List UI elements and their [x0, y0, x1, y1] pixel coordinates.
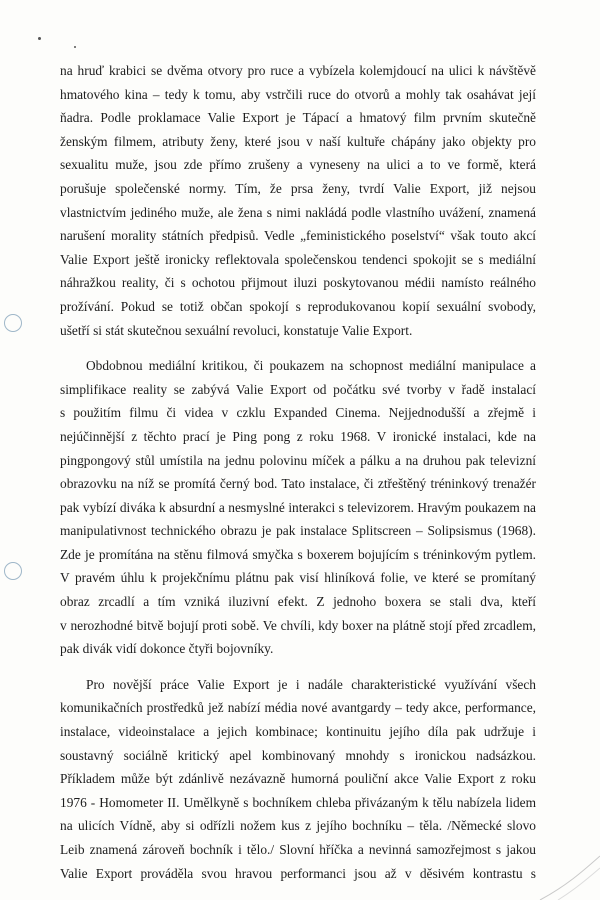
text-line: Valie Export ještě ironicky reflektovala společenskou tendenci spokojit se s mediální	[60, 251, 536, 267]
punch-hole-mark	[4, 314, 22, 332]
text-line: manipulativnost technického obrazu je pak instalace Splitscreen – Solipsismus (1968).	[60, 523, 536, 539]
text-line: hmatového kina – tedy k tomu, aby vstrčili ruce do otvorů a mohly tak osahávat její	[60, 86, 536, 102]
text-line: pingpongový stůl umístila na jednu polovinu míček a pálku a na druhou pak televizní	[60, 452, 536, 468]
text-line: na ulicích Vídně, aby si odřízli nožem kus z jejího bochníku – těla. /Německé slovo	[60, 818, 536, 834]
text-line: Leib znamená zároveň bochník i tělo./ Slovní hříčka a nevinná samozřejmost s jakou	[60, 842, 536, 857]
text-line: komunikačních prostředků jež nabízí média nové avantgardy – tedy akce, performance,	[60, 700, 536, 716]
text-line: Příkladem může být zdánlivě nezávazně humorná pouliční akce Valie Export z roku	[60, 771, 536, 787]
punch-hole-mark	[4, 562, 22, 580]
text-line: obrazovku na níž se promítá černý bod. Tato instalace, či ztřeštěný tréninkový trenažér	[60, 476, 536, 492]
paragraph	[60, 354, 536, 661]
text-line: Pro novější práce Valie Export je i nadále charakteristické využívání všech	[86, 676, 536, 692]
text-line: náhražkou reality, či s ochotou přijmout iluzi poskytovanou médii namísto reálného	[60, 275, 536, 291]
text-line: 1976 - Homometer II. Umělkyně s bochníkem chleba přivázaným k tělu nabízela lidem	[60, 794, 536, 810]
paragraph	[60, 673, 536, 885]
text-line: v nerozhodné bitvě bojují proti sobě. Ve chvíli, kdy boxer na plátně stojí před zrcadlem,	[60, 617, 536, 633]
text-line: s použitím filmu či videa v czklu Expanded Cinema. Nejjednodušší a zřejmě i	[60, 405, 536, 421]
text-line: porušuje společenské normy. Tím, že prsa ženy, tvrdí Valie Export, již nejsou	[60, 180, 536, 196]
text-line: soustavný sociálně kritický apel kombinovaný mnohdy s ironickou nadsázkou.	[60, 747, 536, 763]
text-line: ňadra. Podle proklamace Valie Export je Tápací a hmatový film prvním skutečně	[60, 110, 536, 126]
text-line: na hruď krabici se dvěma otvory pro ruce a vybízela kolemjdoucí na ulici k návštěvě	[60, 63, 536, 78]
text-line: Zde je promítána na stěnu filmová smyčka s boxerem bojujícím s tréninkovým pytlem.	[60, 546, 536, 562]
text-line: ušetří si stát skutečnou sexuální revoluci, konstatuje Valie Export.	[60, 322, 413, 338]
text-line: Obdobnou mediální kritikou, či poukazem na schopnost mediální manipulace a	[86, 358, 536, 374]
page-corner-curl	[530, 850, 600, 900]
text-line: ženským filmem, atributy ženy, které jsou v naší kultuře chápány jako objekty pro	[60, 133, 536, 149]
text-line: obraz zrcadlí a tím vzniká iluzivní efekt. Z jednoho boxera se stali dva, kteří	[60, 594, 536, 610]
text-line: V pravém úhlu k projekčnímu plátnu pak visí hliníková folie, ve které se promítaný	[60, 570, 536, 586]
text-line: narušení morality státních předpisů. Vedle „feministického poselství“ však touto akcí	[60, 228, 536, 244]
text-line: pak vybízí diváka k absurdní a nesmyslné interakci s televizorem. Hravým poukazem na	[60, 499, 536, 515]
text-line: vlastnictvím jediného muže, ale žena s nimi nakládá podle vlastního uvážení, znamená	[60, 204, 536, 220]
scan-speck	[74, 46, 76, 48]
text-line: Valie Export prováděla svou hravou performanci jsou až v děsivém kontrastu s	[60, 865, 536, 881]
text-line: simplifikace reality se zabývá Valie Export od počátku své tvorby v řadě instalací	[60, 381, 536, 397]
scan-speck	[38, 37, 41, 40]
text-line: sexualitu muže, jsou zde přímo zrušeny a vyneseny na ulici a to ve formě, která	[60, 157, 536, 173]
paragraph	[60, 59, 536, 342]
text-line: nejúčinnější z těchto prací je Ping pong z roku 1968. V ironické instalaci, kde na	[60, 428, 536, 444]
text-line: prožívání. Pokud se totiž občan spokojí s reprodukovanou kopií sexuální svobody,	[60, 298, 536, 314]
body-text	[60, 59, 536, 885]
text-line: pak divák vidí dokonce čtyři bojovníky.	[60, 641, 274, 657]
text-line: instalace, videoinstalace a jejich kombinace; kontinuitu jejího díla pak udržuje i	[60, 724, 536, 740]
